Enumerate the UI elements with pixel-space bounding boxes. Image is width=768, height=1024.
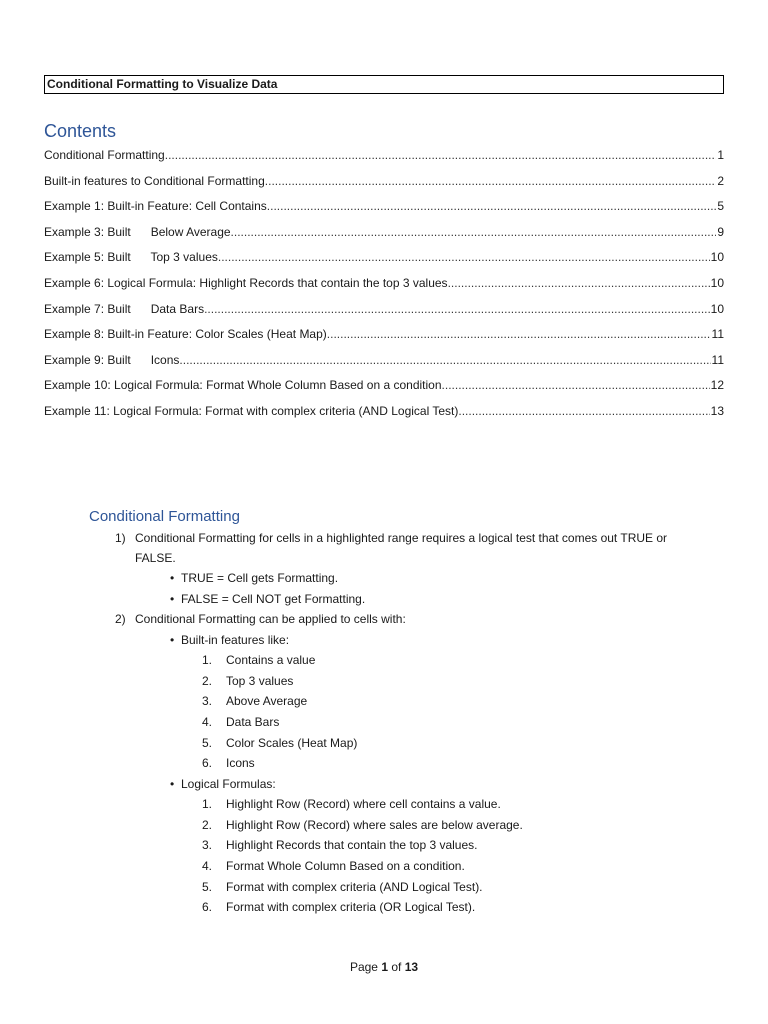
numbered-text: Format Whole Column Based on a condition. [226, 859, 465, 873]
numbered-text: Highlight Row (Record) where cell contains a value. [226, 797, 501, 811]
bullet-icon: • [170, 571, 175, 585]
toc-leader [458, 402, 709, 420]
toc-entry-text: Example 11: Logical Formula: Format with complex criteria (AND Logical Test) [44, 403, 459, 418]
bullet-text: Logical Formulas: [181, 777, 276, 791]
numbered-text: Color Scales (Heat Map) [226, 736, 358, 750]
numbered-marker: 2. [202, 674, 213, 688]
toc-entry-page: 10 [710, 301, 724, 316]
numbered-marker: 3. [202, 838, 213, 852]
bullet-text: Built-in features like: [181, 633, 290, 647]
toc-heading: Contents [44, 121, 117, 141]
toc-entry[interactable] [44, 197, 724, 223]
toc-entry[interactable] [44, 351, 724, 377]
toc-entry[interactable] [44, 300, 724, 326]
toc-entry-text: Conditional Formatting [44, 148, 165, 162]
toc-entry-text: Example 6: Logical Formula: Highlight Records that contain the top 3 values [44, 275, 448, 290]
list-item-text: FALSE. [135, 551, 176, 565]
numbered-marker: 5. [202, 880, 213, 894]
toc-leader [204, 300, 710, 318]
numbered-text: Icons [226, 756, 255, 770]
toc-entry[interactable] [44, 172, 724, 198]
toc-entry[interactable] [44, 248, 724, 274]
toc-leader [265, 172, 717, 190]
toc-leader [165, 146, 717, 164]
list-item-text: Conditional Formatting for cells in a highlighted range requires a logical test that comes out TRUE or [135, 531, 668, 545]
toc-entry-page: 10 [710, 275, 724, 290]
toc-entry-text: Example 5: Built Top 3 values [44, 250, 218, 265]
numbered-text: Highlight Records that contain the top 3 values. [226, 838, 478, 852]
numbered-text: Data Bars [226, 715, 280, 729]
toc-entry-page: 13 [710, 403, 724, 418]
toc-entry[interactable] [44, 402, 724, 428]
toc-entry-page: 11 [711, 327, 724, 342]
toc-entry-text: Example 3: Built Below Average [44, 224, 231, 239]
toc-entry-text: Example 10: Logical Formula: Format Whole Column Based on a condition [44, 378, 442, 393]
toc-entry-page: 2 [717, 173, 724, 188]
numbered-marker: 3. [202, 694, 213, 708]
section-heading: Conditional Formatting [89, 508, 240, 525]
numbered-text: Top 3 values [226, 674, 294, 688]
numbered-marker: 1. [202, 797, 213, 811]
list-marker: 1) [115, 531, 126, 545]
toc-entry-page: 11 [711, 352, 724, 367]
numbered-marker: 6. [202, 756, 213, 770]
toc-entry[interactable] [44, 223, 724, 249]
numbered-text: Contains a value [226, 653, 316, 667]
footer-prefix: Page [349, 960, 378, 974]
numbered-text: Above Average [226, 694, 308, 708]
toc-leader [179, 351, 710, 369]
list-item-text: Conditional Formatting can be applied to cells with: [135, 612, 406, 626]
table-of-contents [44, 146, 724, 428]
toc-entry-page: 10 [710, 250, 724, 265]
numbered-marker: 4. [202, 859, 213, 873]
bullet-icon: • [170, 777, 175, 791]
toc-leader [448, 274, 710, 292]
toc-entry[interactable] [44, 146, 724, 172]
bullet-icon: • [170, 592, 175, 606]
toc-leader [231, 223, 717, 241]
toc-entry-page: 1 [717, 148, 724, 162]
toc-entry-page: 12 [710, 378, 724, 393]
toc-leader [327, 325, 711, 343]
bullet-text: TRUE = Cell gets Formatting. [181, 571, 339, 585]
toc-entry-text: Example 8: Built-in Feature: Color Scales (Heat Map) [44, 327, 327, 342]
numbered-marker: 1. [202, 653, 213, 667]
numbered-text: Format with complex criteria (OR Logical Test). [226, 900, 476, 914]
page-footer [0, 958, 768, 976]
toc-entry-page: 5 [717, 199, 724, 214]
toc-entry-text: Example 9: Built Icons [44, 352, 180, 367]
toc-entry[interactable] [44, 325, 724, 351]
numbered-text: Format with complex criteria (AND Logical Test). [226, 880, 483, 894]
list-marker: 2) [115, 612, 126, 626]
toc-entry[interactable] [44, 376, 724, 402]
footer-of: of [391, 960, 402, 974]
numbered-text: Highlight Row (Record) where sales are below average. [226, 818, 523, 832]
document-title: Conditional Formatting to Visualize Data [44, 75, 724, 94]
footer-current-page: 1 [381, 960, 388, 974]
toc-leader [442, 376, 710, 394]
toc-entry-text: Built-in features to Conditional Formatting [44, 173, 265, 188]
numbered-marker: 6. [202, 900, 213, 914]
toc-entry[interactable] [44, 274, 724, 300]
numbered-marker: 5. [202, 736, 213, 750]
toc-entry-page: 9 [717, 224, 724, 239]
numbered-marker: 4. [202, 715, 213, 729]
bullet-text: FALSE = Cell NOT get Formatting. [181, 592, 366, 606]
toc-entry-text: Example 1: Built-in Feature: Cell Contains [44, 199, 267, 214]
numbered-marker: 2. [202, 818, 213, 832]
bullet-icon: • [170, 633, 175, 647]
toc-leader [218, 248, 710, 266]
footer-total-pages: 13 [404, 960, 419, 974]
toc-leader [267, 197, 717, 215]
toc-entry-text: Example 7: Built Data Bars [44, 301, 205, 316]
